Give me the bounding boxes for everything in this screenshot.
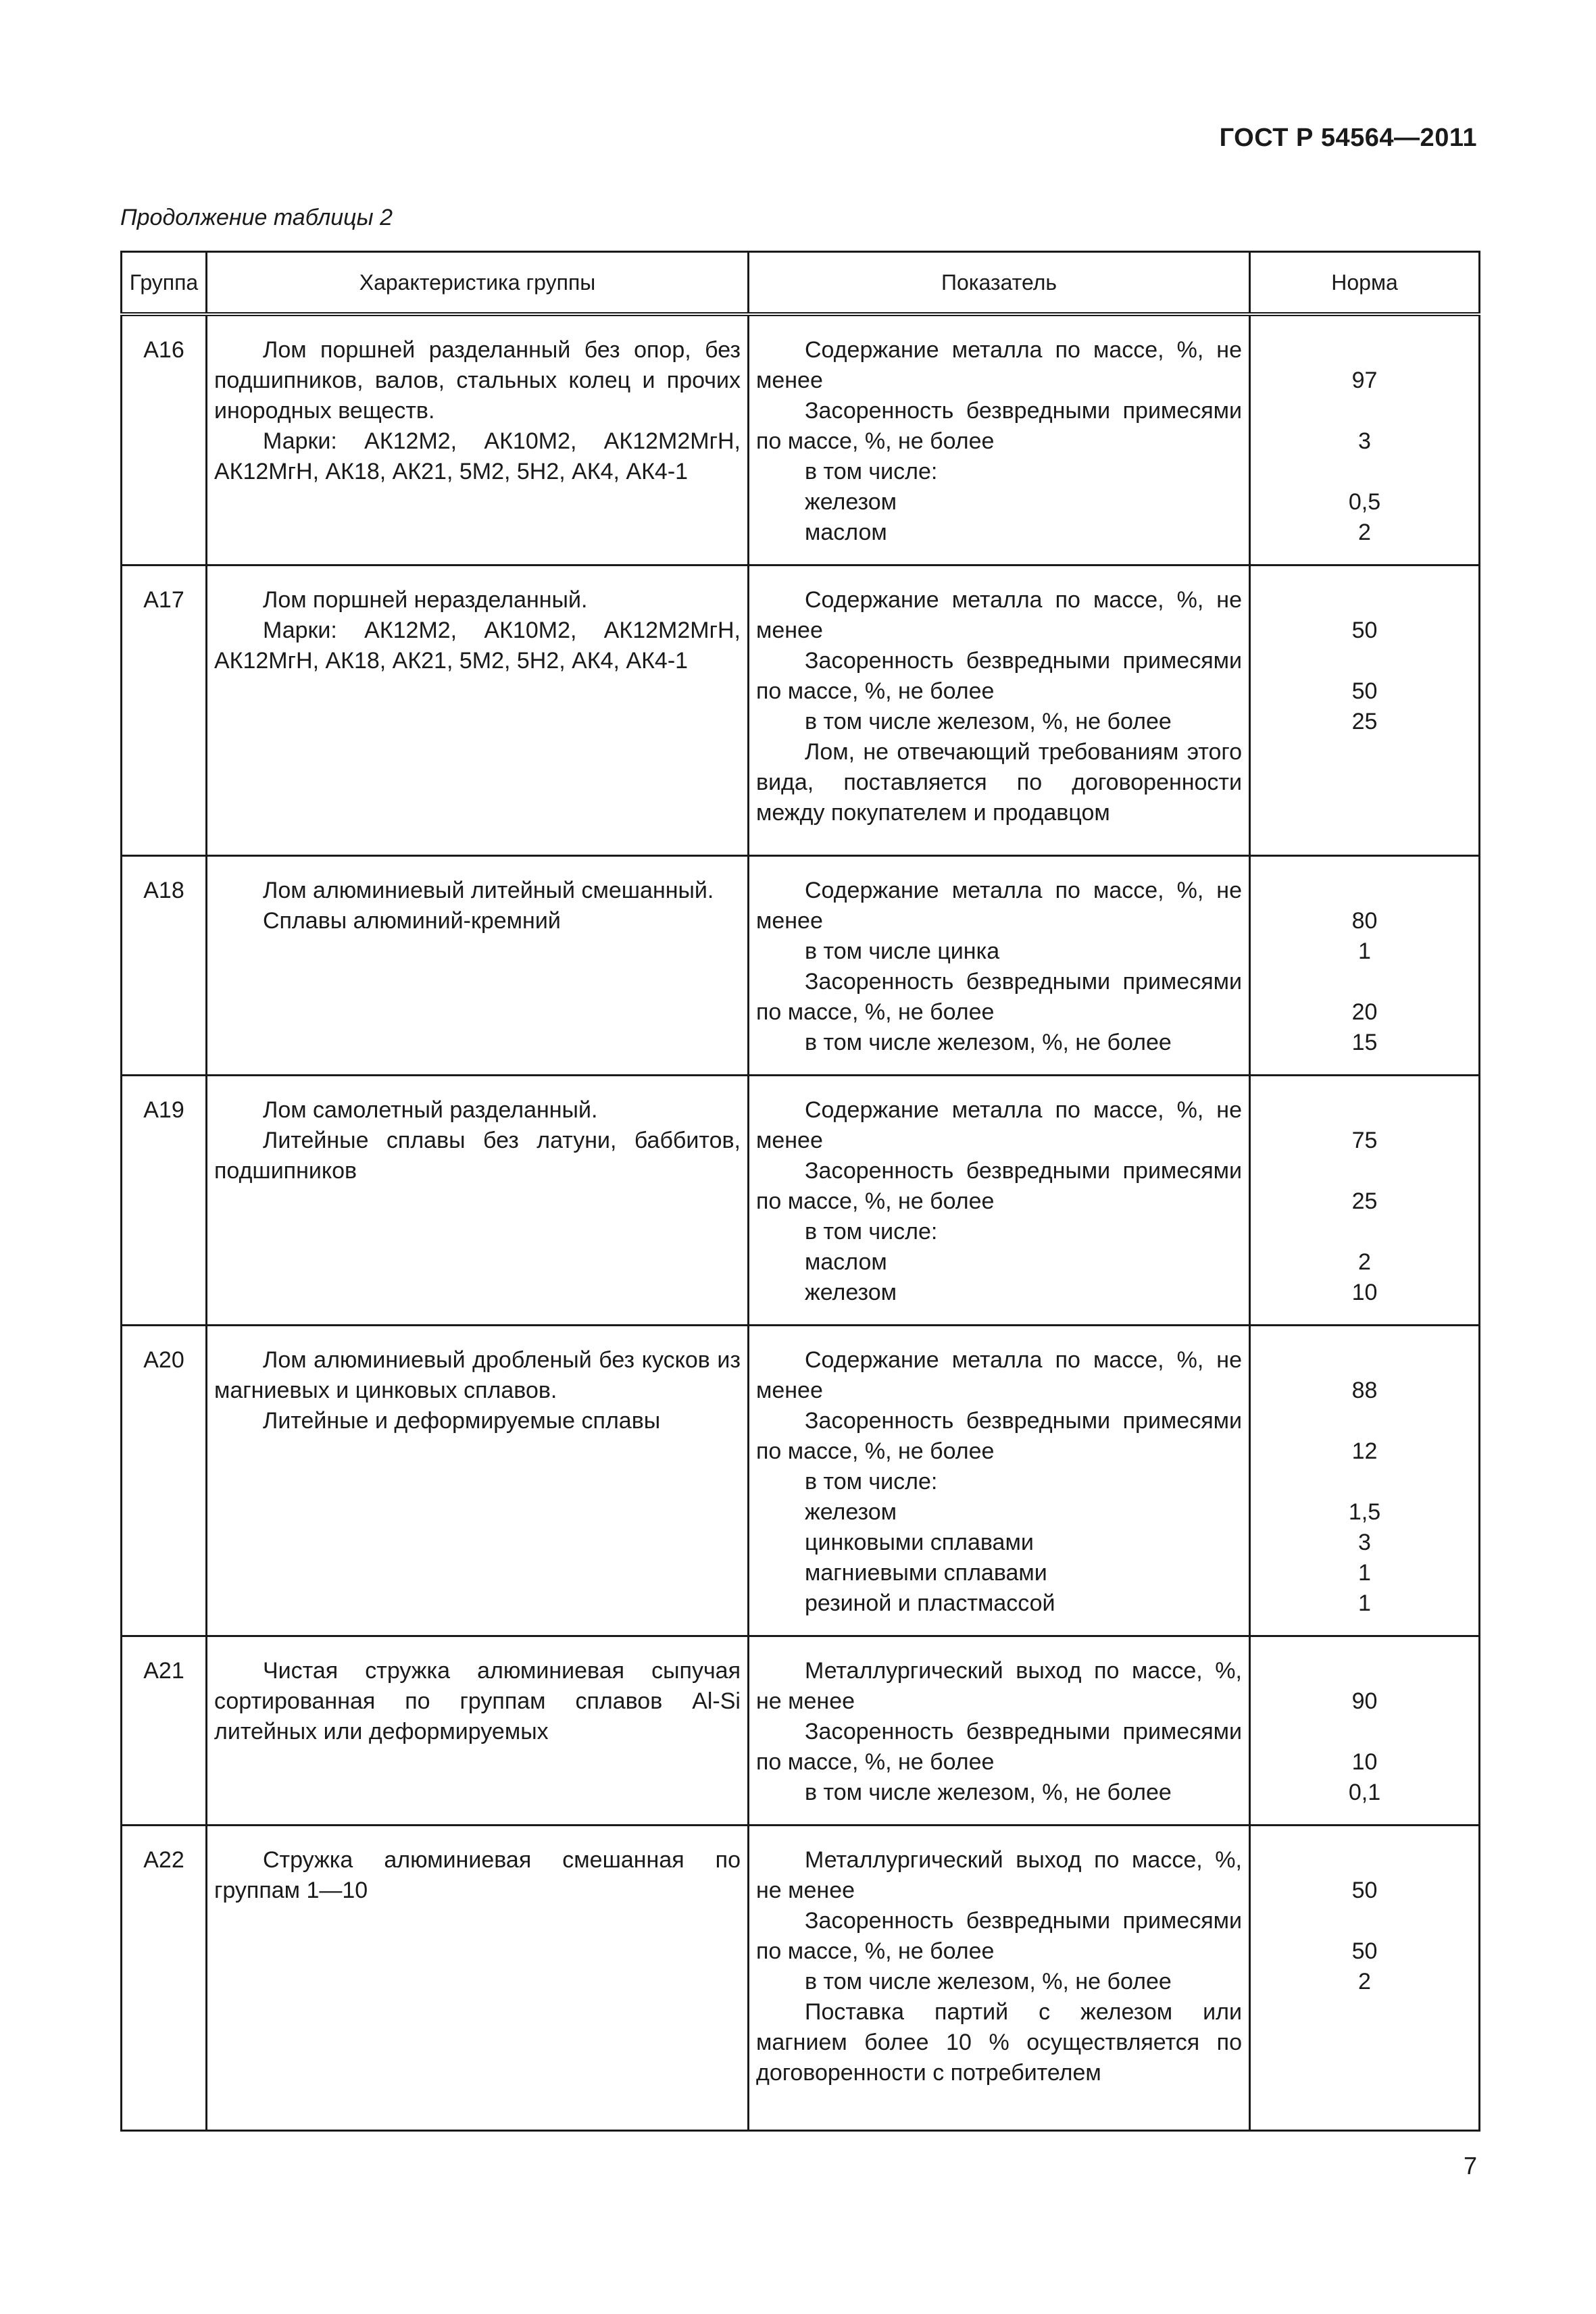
- indicator-paragraph: в том числе железом, %, не более: [805, 1969, 1172, 1994]
- norm-value: [1257, 1345, 1472, 1376]
- norm-value: 12: [1351, 1438, 1378, 1464]
- indicator-paragraph: в том числе:: [805, 1219, 938, 1244]
- indicator-paragraph: цинковыми сплавами: [805, 1530, 1034, 1555]
- indicator-paragraph: в том числе железом, %, не более: [805, 1030, 1172, 1055]
- group-characteristic: [207, 565, 749, 856]
- indicator-paragraph: в том числе железом, %, не более: [805, 1780, 1172, 1805]
- indicator-paragraph: в том числе:: [805, 459, 938, 484]
- norm-value: [1257, 1656, 1472, 1686]
- group-characteristic: [207, 314, 749, 565]
- norm-value: 2: [1358, 1249, 1371, 1275]
- group-characteristic: [207, 1326, 749, 1636]
- norm-value: 88: [1351, 1378, 1378, 1403]
- table-row: [122, 1826, 1480, 2131]
- norm-value: 25: [1351, 709, 1378, 734]
- norm-value: [1257, 1467, 1472, 1497]
- norm-value: 3: [1358, 428, 1371, 454]
- indicator-paragraph: Засоренность безвредными примесями по массе, %, не более: [756, 398, 1242, 454]
- norm-value: 2: [1358, 1969, 1371, 1994]
- norm-value: 50: [1351, 618, 1378, 643]
- indicator-paragraph: Металлургический выход по массе, %, не менее: [756, 1658, 1242, 1714]
- norm-value: 10: [1351, 1749, 1378, 1775]
- norm: [1250, 314, 1480, 565]
- indicator-paragraph: Лом, не отвечающий требованиям этого вида, поставляется по договоренности между покупателем и продавцом: [756, 739, 1242, 826]
- norm-value: 1: [1358, 1560, 1371, 1586]
- norm-value: 1: [1358, 1590, 1371, 1616]
- norm-value: [1257, 335, 1472, 366]
- norm-value: [1257, 1095, 1472, 1126]
- group-code: А16: [122, 314, 207, 565]
- indicator-paragraph: Засоренность безвредными примесями по массе, %, не более: [756, 1719, 1242, 1775]
- norm-value: 50: [1351, 1938, 1378, 1964]
- characteristic-paragraph: Литейные и деформируемые сплавы: [263, 1408, 661, 1434]
- indicator-paragraph: Металлургический выход по массе, %, не менее: [756, 1847, 1242, 1903]
- norm-value: 10: [1351, 1280, 1378, 1305]
- indicator-paragraph: Поставка партий с железом или магнием более 10 % осуществляется по договоренности с потребителем: [756, 1999, 1242, 2086]
- indicator-paragraph: Засоренность безвредными примесями по массе, %, не более: [756, 1908, 1242, 1964]
- indicator: [749, 1636, 1250, 1826]
- characteristic-paragraph: Лом поршней разделанный без опор, без подшипников, валов, стальных колец и прочих инородных веществ.: [214, 337, 741, 424]
- norm-value: [1257, 1845, 1472, 1876]
- norm-value: 0,1: [1348, 1780, 1381, 1805]
- table-row: [122, 856, 1480, 1076]
- norm: [1250, 565, 1480, 856]
- table-header-row: [122, 252, 1480, 315]
- indicator-paragraph: Засоренность безвредными примесями по массе, %, не более: [756, 1158, 1242, 1214]
- norm-value: [1257, 646, 1472, 676]
- characteristic-paragraph: Лом самолетный разделанный.: [263, 1097, 598, 1123]
- indicator: [749, 1826, 1250, 2131]
- group-code: А20: [122, 1326, 207, 1636]
- indicator: [749, 1326, 1250, 1636]
- norm-value: [1257, 1906, 1472, 1936]
- norm-value: [1257, 876, 1472, 906]
- norm-value: 80: [1351, 908, 1378, 934]
- norm: [1250, 1076, 1480, 1326]
- group-code: А17: [122, 565, 207, 856]
- table-row: [122, 1636, 1480, 1826]
- group-code: А19: [122, 1076, 207, 1326]
- indicator-paragraph: маслом: [805, 520, 887, 545]
- group-code: А21: [122, 1636, 207, 1826]
- indicator: [749, 1076, 1250, 1326]
- indicator-paragraph: в том числе:: [805, 1469, 938, 1494]
- norm-value: 97: [1351, 368, 1378, 393]
- indicator-paragraph: железом: [805, 1280, 897, 1305]
- standards-table: [120, 251, 1480, 2132]
- norm-value: 50: [1351, 1878, 1378, 1903]
- indicator-paragraph: Засоренность безвредными примесями по массе, %, не более: [756, 648, 1242, 704]
- norm-value: 90: [1351, 1688, 1378, 1714]
- table-row: [122, 1076, 1480, 1326]
- characteristic-paragraph: Сплавы алюминий-кремний: [263, 908, 561, 934]
- group-characteristic: [207, 856, 749, 1076]
- indicator-paragraph: железом: [805, 1499, 897, 1525]
- column-header-indicator: Показатель: [749, 252, 1250, 315]
- norm-value: 50: [1351, 678, 1378, 704]
- indicator-paragraph: Засоренность безвредными примесями по массе, %, не более: [756, 1408, 1242, 1464]
- indicator-paragraph: Содержание металла по массе, %, не менее: [756, 587, 1242, 643]
- norm: [1250, 1326, 1480, 1636]
- norm: [1250, 1636, 1480, 1826]
- norm-value: [1257, 1156, 1472, 1186]
- norm-value: [1257, 1406, 1472, 1436]
- characteristic-paragraph: Литейные сплавы без латуни, баббитов, подшипников: [214, 1128, 741, 1184]
- norm-value: 75: [1351, 1128, 1378, 1153]
- table-caption: Продолжение таблицы 2: [120, 205, 393, 230]
- group-characteristic: [207, 1636, 749, 1826]
- characteristic-paragraph: Лом алюминиевый дробленый без кусков из магниевых и цинковых сплавов.: [214, 1347, 741, 1403]
- norm-value: [1257, 967, 1472, 997]
- norm-value: 1,5: [1348, 1499, 1381, 1525]
- norm-value: 2: [1358, 520, 1371, 545]
- table-row: [122, 314, 1480, 565]
- column-header-norm: Норма: [1250, 252, 1480, 315]
- indicator-paragraph: Засоренность безвредными примесями по массе, %, не более: [756, 969, 1242, 1025]
- page-number: 7: [1463, 2152, 1477, 2180]
- column-header-group: Группа: [122, 252, 207, 315]
- group-characteristic: [207, 1076, 749, 1326]
- column-header-characteristic: Характеристика группы: [207, 252, 749, 315]
- indicator-paragraph: Содержание металла по массе, %, не менее: [756, 1347, 1242, 1403]
- group-code: А18: [122, 856, 207, 1076]
- characteristic-paragraph: Чистая стружка алюминиевая сыпучая сортированная по группам сплавов Al-Si литейных или деформируемых: [214, 1658, 741, 1744]
- document-code: ГОСТ Р 54564—2011: [1219, 124, 1477, 152]
- norm-value: 0,5: [1348, 489, 1381, 515]
- norm-value: [1257, 1217, 1472, 1247]
- characteristic-paragraph: Марки: АК12М2, АК10М2, АК12М2МгН, АК12МгН, АК18, АК21, 5М2, 5Н2, АК4, АК4-1: [214, 428, 741, 484]
- norm-value: [1257, 1717, 1472, 1747]
- norm-value: [1257, 585, 1472, 615]
- indicator-paragraph: Содержание металла по массе, %, не менее: [756, 1097, 1242, 1153]
- table-body: [122, 314, 1480, 2131]
- table-row: [122, 565, 1480, 856]
- group-code: А22: [122, 1826, 207, 2131]
- norm-value: 3: [1358, 1530, 1371, 1555]
- norm-value: 1: [1358, 938, 1371, 964]
- indicator-paragraph: железом: [805, 489, 897, 515]
- indicator: [749, 856, 1250, 1076]
- norm: [1250, 856, 1480, 1076]
- indicator-paragraph: Содержание металла по массе, %, не менее: [756, 337, 1242, 393]
- characteristic-paragraph: Лом алюминиевый литейный смешанный.: [263, 878, 714, 903]
- norm-value: [1257, 396, 1472, 426]
- indicator-paragraph: Содержание металла по массе, %, не менее: [756, 878, 1242, 934]
- indicator-paragraph: магниевыми сплавами: [805, 1560, 1047, 1586]
- indicator-paragraph: маслом: [805, 1249, 887, 1275]
- indicator-paragraph: в том числе цинка: [805, 938, 1000, 964]
- norm: [1250, 1826, 1480, 2131]
- indicator: [749, 314, 1250, 565]
- norm-value: [1257, 457, 1472, 487]
- characteristic-paragraph: Марки: АК12М2, АК10М2, АК12М2МгН, АК12МгН, АК18, АК21, 5М2, 5Н2, АК4, АК4-1: [214, 618, 741, 674]
- indicator: [749, 565, 1250, 856]
- norm-value: 15: [1351, 1030, 1378, 1055]
- norm-value: 25: [1351, 1188, 1378, 1214]
- group-characteristic: [207, 1826, 749, 2131]
- norm-value: 20: [1351, 999, 1378, 1025]
- characteristic-paragraph: Стружка алюминиевая смешанная по группам 1—10: [214, 1847, 741, 1903]
- indicator-paragraph: резиной и пластмассой: [805, 1590, 1055, 1616]
- characteristic-paragraph: Лом поршней неразделанный.: [263, 587, 588, 613]
- table-row: [122, 1326, 1480, 1636]
- indicator-paragraph: в том числе железом, %, не более: [805, 709, 1172, 734]
